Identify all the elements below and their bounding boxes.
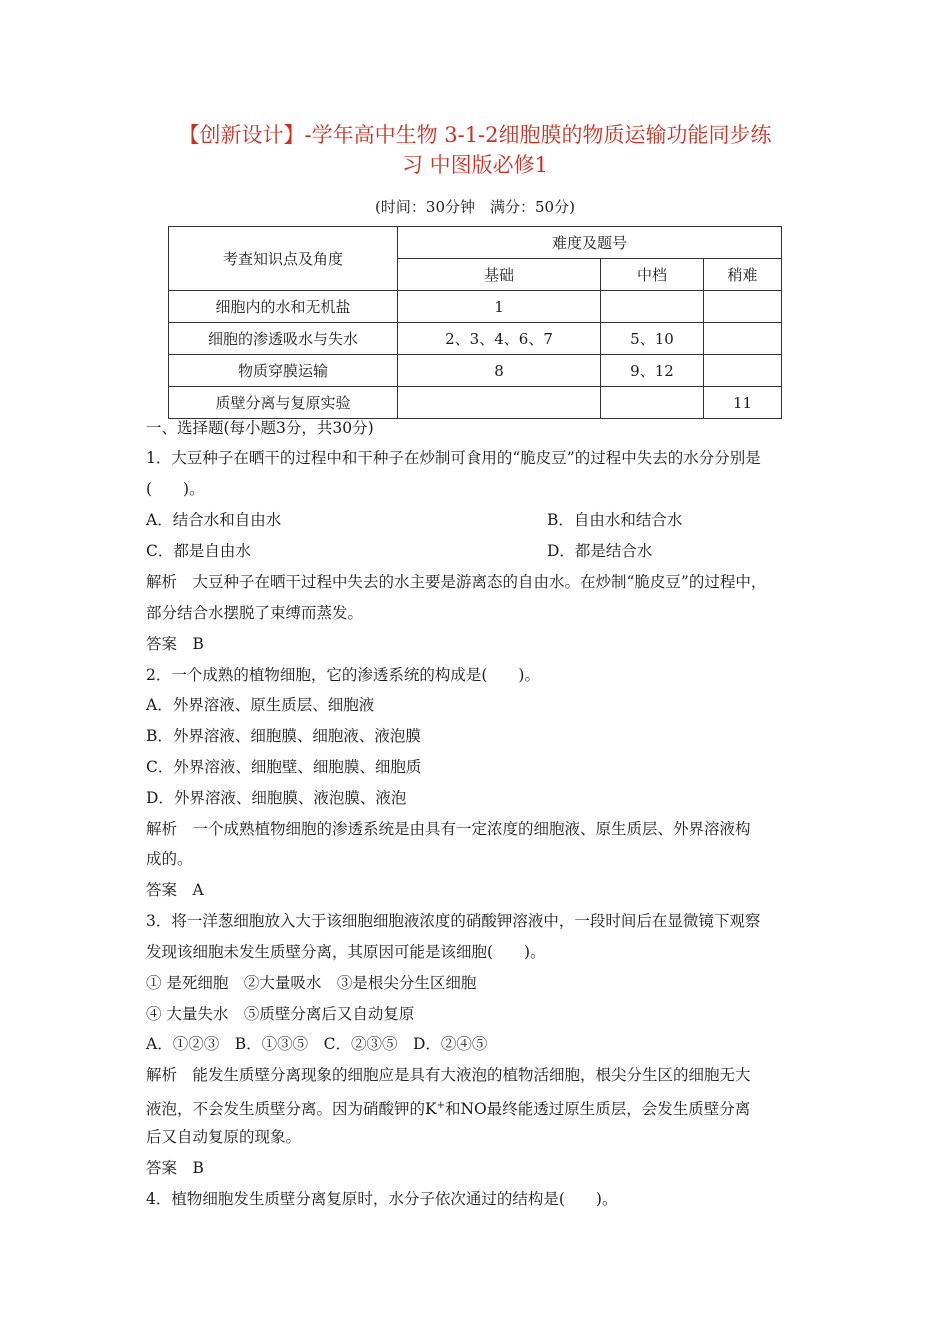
- table-cell-topic: 质壁分离与复原实验: [169, 387, 398, 419]
- table-header-difficulty: 难度及题号: [398, 227, 782, 259]
- q1-answer: 答案 B: [146, 635, 204, 653]
- table-row: [169, 387, 782, 419]
- table-header-medium: 中档: [601, 259, 704, 291]
- q1-option-d: D．都是结合水: [547, 542, 653, 560]
- table-row: [169, 291, 782, 323]
- table-cell-topic: 细胞的渗透吸水与失水: [169, 323, 398, 355]
- q1-stem-line1: 1．大豆种子在晒干的过程中和干种子在炒制可食用的“脆皮豆”的过程中失去的水分分别是: [146, 449, 761, 467]
- table-header-basic: 基础: [398, 259, 601, 291]
- table-header-hard: 稍难: [704, 259, 782, 291]
- table-cell-basic: 2、3、4、6、7: [398, 323, 601, 355]
- table-cell-medium: [601, 291, 704, 323]
- q2-stem: 2．一个成熟的植物细胞，它的渗透系统的构成是( )。: [146, 666, 540, 684]
- q2-option-c: C．外界溶液、细胞壁、细胞膜、细胞质: [146, 758, 422, 776]
- table-cell-hard: 11: [704, 387, 782, 419]
- table-cell-hard: [704, 291, 782, 323]
- q2-answer: 答案 A: [146, 881, 204, 899]
- table-cell-medium: [601, 387, 704, 419]
- table-cell-hard: [704, 323, 782, 355]
- table-cell-hard: [704, 355, 782, 387]
- document-title-line2: 习 中图版必修1: [401, 153, 549, 177]
- difficulty-table: [168, 226, 782, 419]
- q1-analysis-line1: 解析 大豆种子在晒干过程中失去的水主要是游离态的自由水。在炒制“脆皮豆”的过程中，: [146, 573, 767, 591]
- q4-stem: 4．植物细胞发生质壁分离复原时，水分子依次通过的结构是( )。: [146, 1190, 618, 1208]
- q1-option-c: C．都是自由水: [146, 542, 251, 560]
- q3-options: A．①②③ B．①③⑤ C．②③⑤ D．②④⑤: [146, 1035, 488, 1053]
- q3-analysis-line2: [146, 1095, 750, 1120]
- q3-analysis-line1: 解析 能发生质壁分离现象的细胞应是具有大液泡的植物活细胞，根尖分生区的细胞无大: [146, 1066, 751, 1084]
- q1-option-a: A．结合水和自由水: [146, 511, 282, 529]
- q3-stem-line1: 3．将一洋葱细胞放入大于该细胞细胞液浓度的硝酸钾溶液中，一段时间后在显微镜下观察: [146, 912, 761, 930]
- q2-option-b: B．外界溶液、细胞膜、细胞液、液泡膜: [146, 727, 421, 745]
- q2-option-a: A．外界溶液、原生质层、细胞液: [146, 696, 375, 714]
- q3-stem-line2: 发现该细胞未发生质壁分离，其原因可能是该细胞( )。: [146, 943, 546, 961]
- q3-items-line2: ④ 大量失水 ⑤质壁分离后又自动复原: [146, 1005, 415, 1023]
- table-cell-medium: 5、10: [601, 323, 704, 355]
- potassium-superscript: +: [436, 1100, 445, 1111]
- q1-stem-line2: ( )。: [146, 480, 205, 498]
- table-cell-basic: 8: [398, 355, 601, 387]
- table-cell-topic: 物质穿膜运输: [169, 355, 398, 387]
- section-heading: 一、选择题(每小题3分，共30分): [146, 419, 374, 437]
- table-cell-basic: 1: [398, 291, 601, 323]
- q1-analysis-line2: 部分结合水摆脱了束缚而蒸发。: [146, 604, 364, 622]
- q3-analysis-line2-pre: 液泡，不会发生质壁分离。因为硝酸钾的K: [146, 1100, 437, 1119]
- table-cell-basic: [398, 387, 601, 419]
- table-row: [169, 355, 782, 387]
- table-header-topic: 考查知识点及角度: [169, 227, 398, 291]
- q2-option-d: D．外界溶液、细胞膜、液泡膜、液泡: [146, 789, 407, 807]
- table-cell-topic: 细胞内的水和无机盐: [169, 291, 398, 323]
- q3-analysis-line3: 后又自动复原的现象。: [146, 1128, 302, 1146]
- q1-option-b: B．自由水和结合水: [547, 511, 683, 529]
- q2-analysis-line1: 解析 一个成熟植物细胞的渗透系统是由具有一定浓度的细胞液、原生质层、外界溶液构: [146, 820, 751, 838]
- q2-analysis-line2: 成的。: [146, 850, 193, 868]
- time-score-info: (时间：30分钟 满分：50分): [375, 198, 575, 216]
- q3-answer: 答案 B: [146, 1159, 204, 1177]
- q3-items-line1: ① 是死细胞 ②大量吸水 ③是根尖分生区细胞: [146, 974, 477, 992]
- table-row: [169, 323, 782, 355]
- q3-analysis-line2-post: 和NO最终能透过原生质层，会发生质壁分离: [444, 1100, 751, 1119]
- document-title-line1: 【创新设计】-学年高中生物 3-1-2细胞膜的物质运输功能同步练: [178, 123, 772, 147]
- table-cell-medium: 9、12: [601, 355, 704, 387]
